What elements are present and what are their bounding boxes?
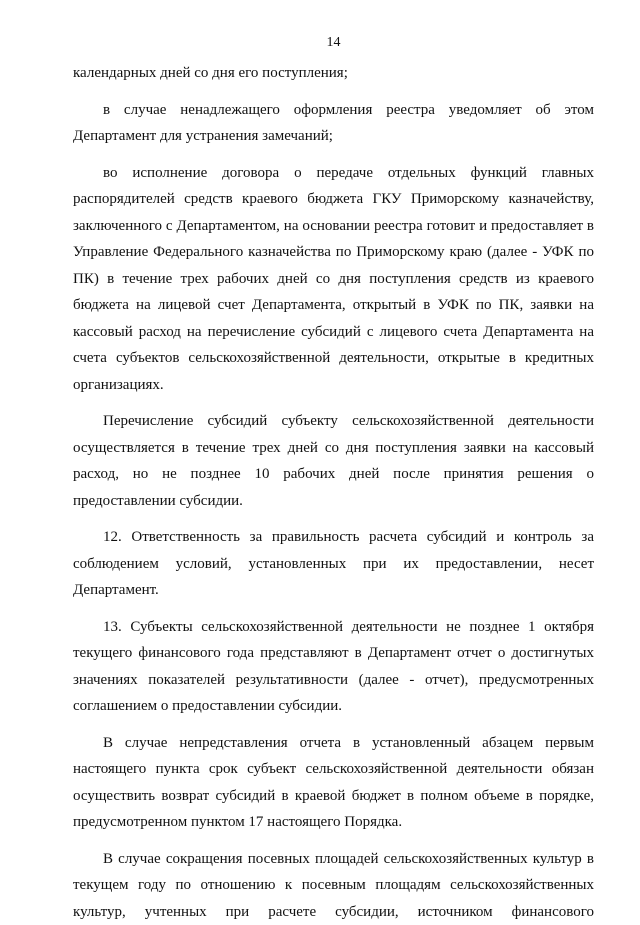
paragraph: в случае ненадлежащего оформления реестра уведомляет об этом Департамент для устранения замечаний; <box>73 97 594 150</box>
paragraph: В случае непредставления отчета в установленный абзацем первым настоящего пункта срок субъект сельскохозяйственной деятельности обязан осуществить возврат субсидий в краевой бюджет в полном объеме в порядке, предусмотренном пунктом 17 настоящего Порядка. <box>73 730 594 836</box>
page-number: 14 <box>73 34 594 52</box>
paragraph: календарных дней со дня его поступления; <box>73 60 594 87</box>
paragraph: В случае сокращения посевных площадей сельскохозяйственных культур в текущем году по отношению к посевным площадям сельскохозяйственных культур, учтенных при расчете субсидии, источником финансового <box>73 846 594 925</box>
paragraph: Перечисление субсидий субъекту сельскохозяйственной деятельности осуществляется в течение трех дней со дня поступления заявки на кассовый расход, но не позднее 10 рабочих дней после принятия решения о предоставлении субсидии. <box>73 408 594 514</box>
paragraph: 13. Субъекты сельскохозяйственной деятельности не позднее 1 октября текущего финансового года представляют в Департамент отчет о достигнутых значениях показателей результативности (далее - отчет), предусмотренных соглашением о предоставлении субсидии. <box>73 614 594 720</box>
paragraph: во исполнение договора о передаче отдельных функций главных распорядителей средств краевого бюджета ГКУ Приморскому казначейству, заключенного с Департаментом, на основании реестра готовит и предоставляет в Управление Федерального казначейства по Приморскому краю (далее - УФК по ПК) в течение трех рабочих дней со дня поступления средств из краевого бюджета на лицевой счет Департамента, открытый в УФК по ПК, заявки на кассовый расход на перечисление субсидий с лицевого счета Департамента на счета субъектов сельскохозяйственной деятельности, открытые в кредитных организациях. <box>73 160 594 399</box>
paragraph: 12. Ответственность за правильность расчета субсидий и контроль за соблюдением условий, установленных при их предоставлении, несет Департамент. <box>73 524 594 604</box>
